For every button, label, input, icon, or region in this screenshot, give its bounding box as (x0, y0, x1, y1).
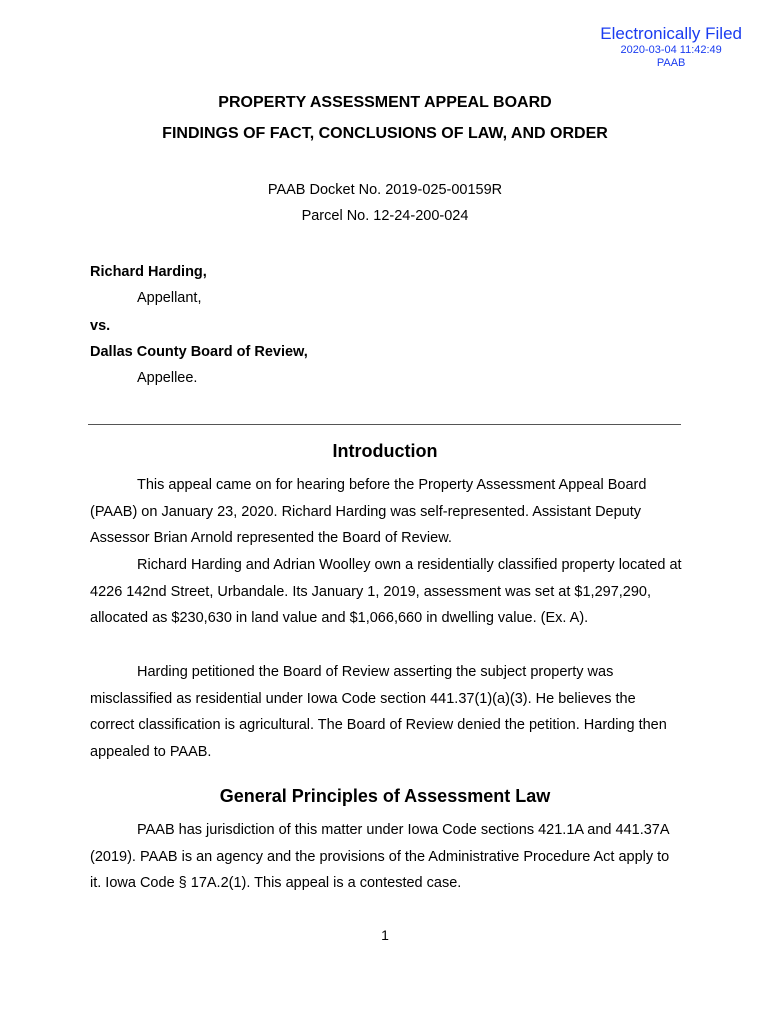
document-title: FINDINGS OF FACT, CONCLUSIONS OF LAW, AND ORDER (162, 125, 608, 142)
appellant-role: Appellant, (137, 290, 202, 306)
principles-paragraph: PAAB has jurisdiction of this matter under Iowa Code sections 421.1A and 441.37A (2019). PAAB is an agency and the provisions of the Administrative Procedure Act apply to it. Iowa Code § 17A.2(1). This appeal is a contested case. (90, 822, 670, 891)
stamp-title: Electronically Filed (600, 24, 742, 43)
page-number: 1 (381, 927, 389, 943)
stamp-datetime: 2020-03-04 11:42:49 (620, 44, 722, 56)
section-divider (88, 424, 681, 425)
versus-label: vs. (90, 318, 111, 334)
introduction-paragraph: Harding petitioned the Board of Review asserting the subject property was misclassified as residential under Iowa Code section 441.37(1)(a)(3). He believes the correct classification is agricultural. The Board of Review denied the petition. Harding then appealed to PAAB. (90, 664, 667, 760)
appellee-role: Appellee. (137, 370, 198, 386)
docket-number: PAAB Docket No. 2019-025-00159R (267, 182, 503, 198)
appellant-name: Richard Harding, (90, 264, 207, 280)
appellee-name: Dallas County Board of Review, (90, 344, 308, 360)
introduction-heading: Introduction (332, 441, 438, 461)
parcel-number: Parcel No. 12-24-200-024 (301, 208, 469, 224)
principles-heading: General Principles of Assessment Law (219, 786, 551, 806)
introduction-paragraph: Richard Harding and Adrian Woolley own a residentially classified property located at 4226 142nd Street, Urbandale. Its January 1, 2019, assessment was set at $1,297,290, allocated as $230,630 in land value and $1,066,660 in dwelling value. (Ex. A). (90, 557, 682, 626)
board-title: PROPERTY ASSESSMENT APPEAL BOARD (218, 94, 552, 111)
stamp-agency: PAAB (656, 57, 686, 69)
electronic-filing-stamp (600, 24, 742, 70)
introduction-paragraph: This appeal came on for hearing before the Property Assessment Appeal Board (PAAB) on January 23, 2020. Richard Harding was self-represented. Assistant Deputy Assessor Brian Arnold represented the Board of Review. (90, 477, 647, 546)
